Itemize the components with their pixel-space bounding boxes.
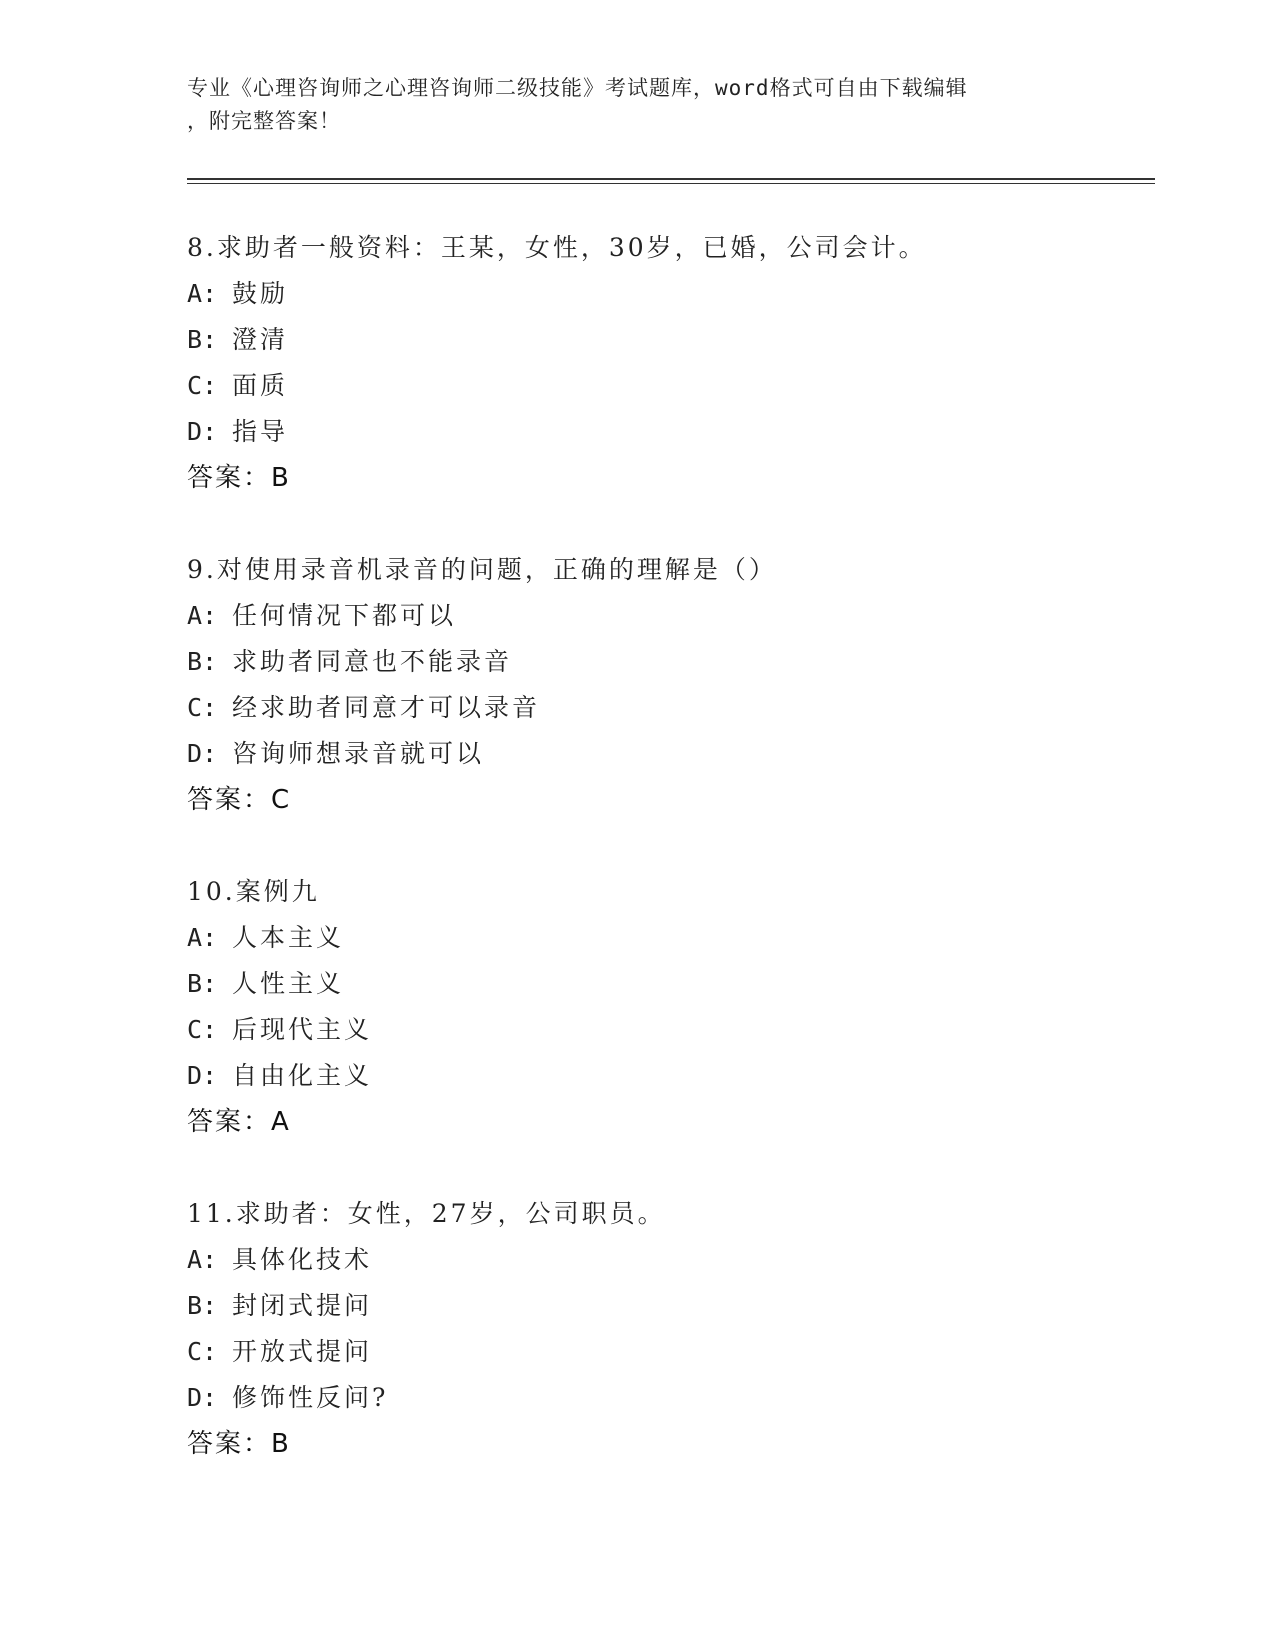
- question-list: [187, 225, 1147, 1513]
- option-text: 面质: [232, 371, 289, 400]
- header-divider: [187, 178, 1155, 180]
- option-text: 求助者同意也不能录音: [232, 647, 513, 676]
- option-key: D:: [187, 739, 218, 768]
- answer-line: 答案：C: [187, 785, 292, 815]
- option-text: 修饰性反问?: [232, 1383, 389, 1412]
- option-key: C:: [187, 371, 218, 400]
- option-key: D:: [187, 1383, 218, 1412]
- question-stem: 11.求助者：女性，27岁，公司职员。: [187, 1199, 666, 1228]
- option-d: [187, 1375, 1147, 1421]
- option-a: [187, 915, 1147, 961]
- header-divider-thin: [187, 183, 1155, 184]
- option-a: [187, 271, 1147, 317]
- option-b: [187, 639, 1147, 685]
- question-item: [187, 547, 1147, 823]
- option-b: [187, 961, 1147, 1007]
- option-text: 任何情况下都可以: [232, 601, 457, 630]
- option-text: 指导: [232, 417, 289, 446]
- option-text: 经求助者同意才可以录音: [232, 693, 541, 722]
- option-b: [187, 1283, 1147, 1329]
- option-c: [187, 1007, 1147, 1053]
- option-c: [187, 363, 1147, 409]
- option-key: A:: [187, 923, 218, 952]
- answer-line: 答案：B: [187, 1429, 291, 1459]
- option-text: 自由化主义: [232, 1061, 373, 1090]
- document-header: [187, 72, 1087, 138]
- option-key: C:: [187, 693, 218, 722]
- option-key: D:: [187, 1061, 218, 1090]
- header-line-1: 专业《心理咨询师之心理咨询师二级技能》考试题库，word格式可自由下载编辑: [187, 76, 968, 100]
- option-text: 人性主义: [232, 969, 345, 998]
- option-text: 咨询师想录音就可以: [232, 739, 485, 768]
- option-c: [187, 685, 1147, 731]
- option-text: 封闭式提问: [232, 1291, 373, 1320]
- option-text: 具体化技术: [232, 1245, 373, 1274]
- option-text: 开放式提问: [232, 1337, 373, 1366]
- option-key: C:: [187, 1015, 218, 1044]
- option-text: 人本主义: [232, 923, 345, 952]
- question-item: [187, 225, 1147, 501]
- option-b: [187, 317, 1147, 363]
- question-item: [187, 1191, 1147, 1467]
- header-line-2: ，附完整答案！: [187, 109, 341, 133]
- option-a: [187, 593, 1147, 639]
- option-d: [187, 731, 1147, 777]
- option-key: A:: [187, 1245, 218, 1274]
- option-d: [187, 1053, 1147, 1099]
- option-key: B:: [187, 325, 218, 354]
- option-key: B:: [187, 969, 218, 998]
- option-text: 澄清: [232, 325, 289, 354]
- option-a: [187, 1237, 1147, 1283]
- option-text: 后现代主义: [232, 1015, 373, 1044]
- option-key: B:: [187, 647, 218, 676]
- option-c: [187, 1329, 1147, 1375]
- option-key: A:: [187, 279, 218, 308]
- option-key: D:: [187, 417, 218, 446]
- question-stem: 8.求助者一般资料：王某，女性，30岁，已婚，公司会计。: [187, 233, 927, 262]
- answer-line: 答案：A: [187, 1107, 291, 1137]
- question-stem: 9.对使用录音机录音的问题，正确的理解是（）: [187, 555, 777, 584]
- question-item: [187, 869, 1147, 1145]
- option-d: [187, 409, 1147, 455]
- option-key: B:: [187, 1291, 218, 1320]
- question-stem: 10.案例九: [187, 877, 320, 906]
- option-key: A:: [187, 601, 218, 630]
- answer-line: 答案：B: [187, 463, 291, 493]
- option-text: 鼓励: [232, 279, 289, 308]
- option-key: C:: [187, 1337, 218, 1366]
